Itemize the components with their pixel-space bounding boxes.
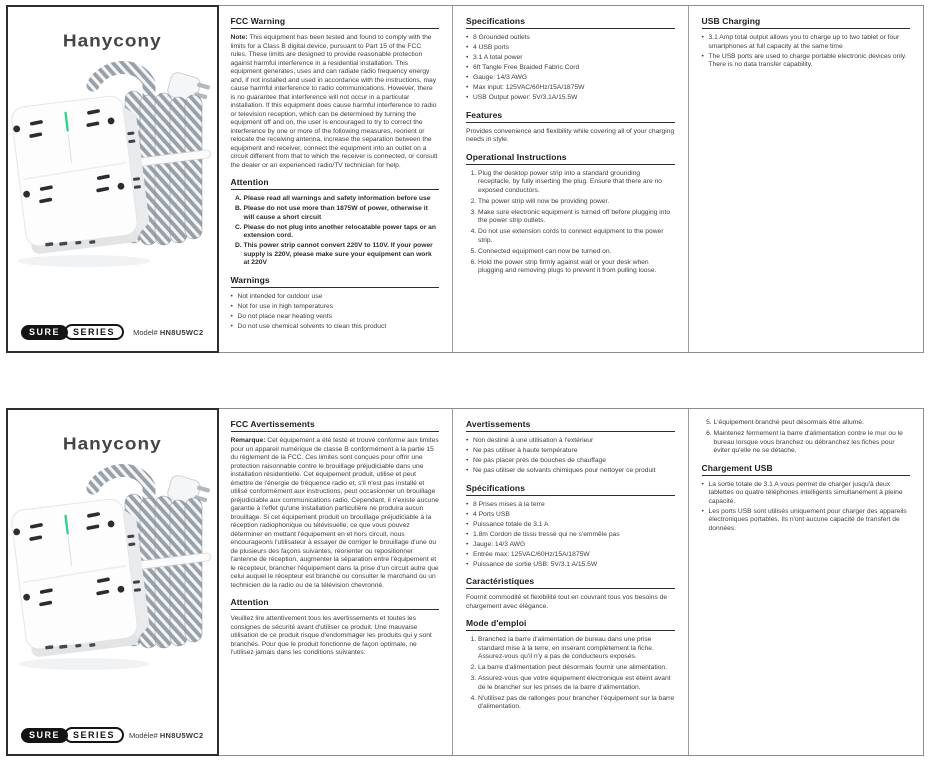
note-label: Remarque: [230, 437, 266, 444]
section-warnings-en [231, 275, 440, 332]
list-item: • Ne pas utiliser de solvants chimiques pour nettoyer ce produit [466, 467, 675, 476]
section-mode-demploi-suite [702, 419, 911, 456]
list-item: • Puissance de sortie USB: 5V/3.1 A/15.5W [466, 561, 675, 570]
list-item: 1. Plug the desktop power strip into a standard grounding receptacle, by fully inserting the plug. Ensure that there are no exposed conductors. [478, 170, 675, 196]
manual-page-english [6, 5, 924, 353]
list-item: • Not for use in high temperatures [231, 303, 440, 312]
list-item: • Do not place near heating vents [231, 313, 440, 322]
section-title: Specifications [466, 16, 675, 29]
warnings-list [231, 293, 440, 332]
usb-list [702, 34, 911, 70]
badge-series-label: SERIES [64, 727, 124, 743]
fcc-text [231, 437, 440, 590]
section-specifications-en [466, 16, 675, 103]
list-item: • Do not use chemical solvents to clean this product [231, 323, 440, 332]
list-item: • The USB ports are used to charge portable electronic devices only. There is no data transfer capability. [702, 53, 911, 70]
section-usb-charging [702, 16, 911, 70]
section-attention-en [231, 177, 440, 268]
list-item: • Jauge: 14/3 AWG [466, 541, 675, 550]
section-avertissements [466, 419, 675, 476]
model-number [133, 328, 203, 337]
section-title: Attention [231, 177, 440, 190]
section-title: FCC Warning [231, 16, 440, 29]
series-badge [21, 324, 124, 340]
section-title: Operational Instructions [466, 152, 675, 165]
list-item: 5. L'équipement branché peut désormais être allumé. [714, 419, 911, 428]
product-image [9, 458, 215, 681]
model-label: Modèle# [128, 730, 158, 740]
list-item: 3. Make sure electronic equipment is turned off before plugging into the power strip outlets. [478, 209, 675, 226]
list-item: 2. The power strip will now be providing power. [478, 198, 675, 207]
section-mode-demploi [466, 618, 675, 712]
list-item: • Ne pas utiliser à haute température [466, 447, 675, 456]
fcc-text [231, 34, 440, 170]
list-item: B. Please do not use more than 1875W of power, otherwise it will cause a short circuit [244, 205, 440, 222]
badge-sure-label: SURE [21, 325, 68, 340]
column-fcc-en [218, 6, 454, 352]
power-strip [11, 496, 152, 658]
list-item: • Non destiné à une utilisation à l'extérieur [466, 437, 675, 446]
column-usb-en [689, 6, 924, 352]
list-item: • 4 Ports USB [466, 511, 675, 520]
section-fcc-avertissements [231, 419, 440, 590]
list-item: 5. Connected equipment can now be turned on. [478, 248, 675, 257]
product-panel-en [6, 5, 219, 353]
usb-list [702, 481, 911, 534]
section-title: Mode d'emploi [466, 618, 675, 631]
power-strip [11, 93, 152, 255]
list-item: • 8 Prises mises à la terre [466, 501, 675, 510]
attention-body: Veuillez lire attentivement tous les avertissements et toutes les consignes de sécurité avant d'utiliser ce produit. Une mauvaise utilisation de ce produit risque d'endommager les produits qui y sont branchés. Pour que le produit fonctionne de façon optimale, ne l'utilisez jamais dans les conditions suivantes: [230, 615, 432, 656]
section-title: Chargement USB [702, 463, 911, 476]
badge-series-label: SERIES [64, 324, 124, 340]
product-photo [9, 55, 215, 273]
list-item: • Gauge: 14/3 AWG [466, 74, 675, 83]
brand-logo: Hanycony [62, 31, 162, 52]
product-footer [21, 727, 204, 743]
list-item: 6. Maintenez fermement la barre d'alimentation contre le mur ou le bureau lorsque vous branchez ou débranchez les fiches pour éviter qu'elle ne se détache. [714, 430, 911, 456]
model-value: HN8U5WC2 [159, 327, 204, 337]
section-fcc-warning [231, 16, 440, 170]
badge-sure-label: SURE [21, 728, 68, 743]
features-body: Fournit commodité et flexibilité tout en couvrant tous vos besoins de chargement avec élégance. [466, 594, 668, 610]
section-title: Caractéristiques [466, 576, 675, 589]
column-specs-en [453, 6, 689, 352]
list-item: A. Please read all warnings and safety information before use [244, 195, 440, 204]
cord-arc [93, 67, 149, 99]
section-attention-fr [231, 597, 440, 658]
model-label: Model# [133, 327, 158, 337]
section-title: FCC Avertissements [231, 419, 440, 432]
model-number [129, 731, 204, 740]
brand-logo: Hanycony [62, 434, 162, 455]
product-footer [21, 324, 204, 340]
features-body: Provides convenience and flexibility while covering all of your charging needs in style. [466, 127, 675, 143]
note-label: Note: [230, 34, 248, 41]
operation-list [466, 170, 675, 276]
list-item: • Ne pas placer près de bouches de chauffage [466, 457, 675, 466]
section-title: Attention [231, 597, 440, 610]
section-caracteristiques [466, 576, 675, 611]
model-value: HN8U5WC2 [159, 730, 204, 740]
list-item: • Max input: 125VAC/60Hz/15A/1875W [466, 84, 675, 93]
product-photo [9, 458, 215, 676]
list-item: 6. Hold the power strip firmly against wall or your desk when plugging and removing plugs to prevent it from pulling loose. [478, 259, 675, 276]
operation-list [466, 636, 675, 712]
section-title: Avertissements [466, 419, 675, 432]
section-specifications-fr [466, 483, 675, 570]
cord-arc [93, 470, 149, 502]
list-item: • 6ft Tangle Free Braided Fabric Cord [466, 64, 675, 73]
list-item: • 3.1 Amp total output allows you to charge up to two tablet or four smartphones at full capacity at the same time [702, 34, 911, 51]
list-item: 4. N'utilisez pas de rallonges pour brancher l'équipement sur la barre d'alimentation. [478, 695, 675, 712]
list-item: • USB Output power: 5V/3.1A/15.5W [466, 94, 675, 103]
specifications-list [466, 501, 675, 570]
section-title: Spécifications [466, 483, 675, 496]
list-item: 2. La barre d'alimentation peut désormais fournir une alimentation. [478, 664, 675, 673]
section-title: USB Charging [702, 16, 911, 29]
manual-page-french [6, 408, 924, 756]
warnings-list [466, 437, 675, 476]
product-panel-fr [6, 408, 219, 756]
series-badge [21, 727, 124, 743]
specifications-list [466, 34, 675, 103]
fcc-body: This equipment has been tested and found to comply with the limits for a Class B digital device, pursuant to Part 15 of the FCC rules. These limits are designed to provide reasonable protection against harmful interference in a residential installation. This equipment generates, uses and can radiate radio frequency energy and, if not installed and used in accordance with the instructions, may cause harmful interference to radio communications. However, there is no guarantee that interference will not occur in a particular installation. If this equipment does cause harmful interference to radio or television reception, which can be determined by turning the equipment off and on, the user is encouraged to try to correct the interference by one or more of the following measures, reorient or relocate the receiving antenna, increase the separation between the equipment and receiver, connect the equipment into an outlet on a circuit different from that to which the receiver is connected, or consult the dealer or an experienced radio/TV technician for help. [230, 34, 438, 169]
list-item: • La sortie totale de 3.1 A vous permet de charger jusqu'à deux tablettes ou quatre téléphones intelligents simultanément à pleine capacité. [702, 481, 911, 507]
list-item: • Puissance totale de 3.1 A [466, 521, 675, 530]
list-item: 1. Branchez la barre d'alimentation de bureau dans une prise standard mise à la terre, en insérant complètement la fiche. Assurez-vous qu'il n'y a pas de conducteurs exposés. [478, 636, 675, 662]
product-shadow [18, 658, 150, 670]
list-item: • 8 Grounded outlets [466, 34, 675, 43]
section-chargement-usb [702, 463, 911, 534]
list-item: 4. Do not use extension cords to connect equipment to the power strip. [478, 228, 675, 245]
section-operational-instructions [466, 152, 675, 276]
list-item: • 4 USB ports [466, 44, 675, 53]
column-fcc-fr [218, 409, 454, 755]
list-item: D. This power strip cannot convert 220V to 110V. If your power supply is 220V, please make sure your equipment can work at 220V [244, 242, 440, 268]
attention-list [231, 195, 440, 268]
product-shadow [18, 255, 150, 267]
column-specs-fr [453, 409, 689, 755]
product-image [9, 55, 215, 278]
list-item: • 1.8m Cordon de tissu tressé qui ne s'emmêle pas [466, 531, 675, 540]
list-item: • 3.1 A total power [466, 54, 675, 63]
list-item: • Les ports USB sont utilisés uniquement pour charger des appareils électroniques portables. Ils n'ont aucune capacité de transfert de données. [702, 508, 911, 534]
fcc-body: Cet équipement a été testé et trouvé conforme aux limites pour un appareil numérique de classe B conformément à la partie 15 du règlement de la FCC. Ces limites sont conçues pour offrir une protection raisonnable contre le brouillage préjudiciable dans une installation résidentielle. Cet équipement produit, utilise et peut émettre de l'énergie de fréquence radio et, s'il n'est pas installé et utilisé conformément aux instructions, peut occasionner un brouillage préjudiciable aux communications radio. Cependant, il n'existe aucune garantie à l'effet qu'une installation particulière ne produira aucun brouillage. Si cet équipement produit un brouillage préjudiciable à la réception radiophonique ou télévisuelle, ce que vous pouvez déterminer en mettant l'équipement en et hors circuit, nous encourageons l'utilisateur à essayer de corriger le brouillage d'une ou de plusieurs des façons suivantes, réorienter ou repositionner l'antenne de réception, augmenter la séparation entre l'équipement et le récepteur, brancher l'équipement dans la prise d'un circuit autre que celui auquel le récepteur est branché ou consulter le marchand ou un technicien de la radio ou de la télévision chevronné. [230, 437, 439, 589]
list-item: 3. Assurez-vous que votre équipement électronique est éteint avant de le brancher sur les prises de la barre d'alimentation. [478, 675, 675, 692]
operation-list-continued [702, 419, 911, 456]
section-title: Features [466, 110, 675, 123]
section-features-en [466, 110, 675, 145]
column-usb-fr [689, 409, 924, 755]
list-item: C. Please do not plug into another relocatable power taps or an extension cord. [244, 224, 440, 241]
section-title: Warnings [231, 275, 440, 288]
list-item: • Not intended for outdoor use [231, 293, 440, 302]
list-item: • Entrée max: 125VAC/60Hz/15A/1875W [466, 551, 675, 560]
